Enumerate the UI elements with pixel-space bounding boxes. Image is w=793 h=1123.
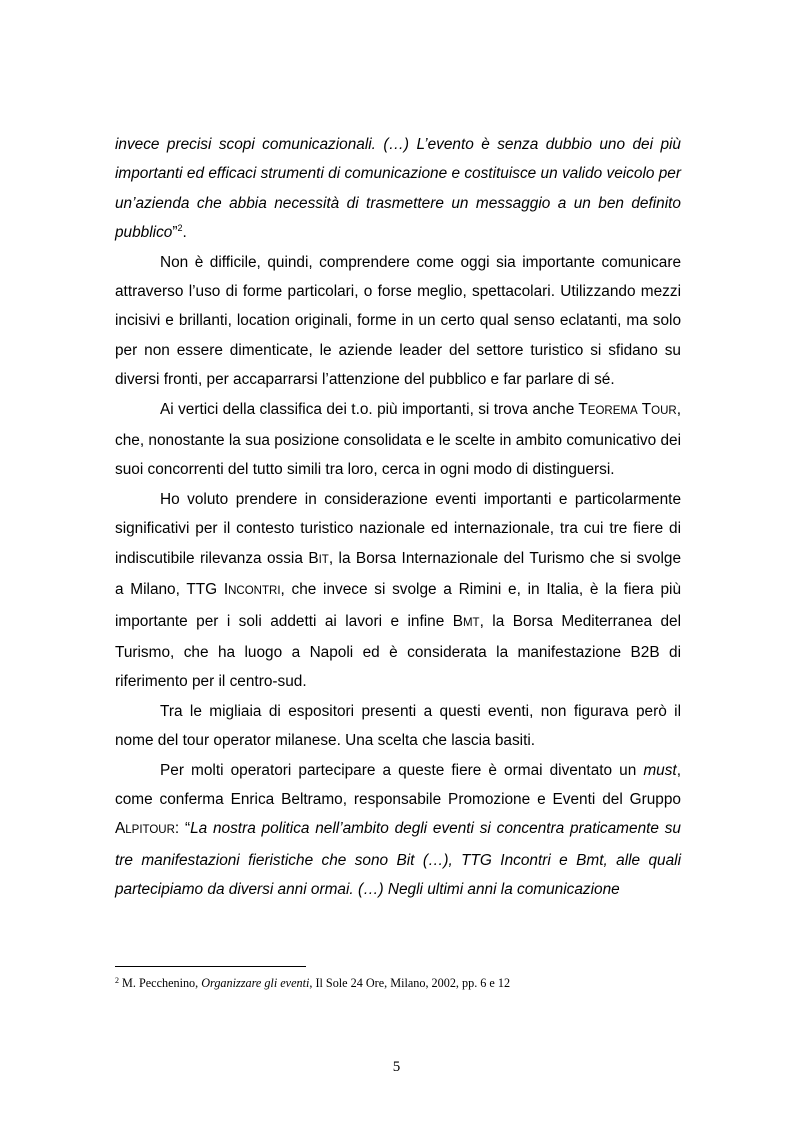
paragraph-communication: Non è difficile, quindi, comprendere come oggi sia importante comunicare attraverso l’uso di forme particolari, o forse meglio, spettacolari. Utilizzando mezzi incisivi e brillanti, location originali, forme in un certo qual senso eclatanti, ma solo per non essere dimenticate, le aziende leader del settore turistico si sfidano su diversi fronti, per accaparrarsi l’attenzione del pubblico e far parlare di sé. [115, 253, 681, 389]
page-number: 5 [392, 1059, 401, 1075]
fair-name-initial: B [308, 549, 319, 567]
footnote-publication: , Il Sole 24 Ore, Milano, 2002, pp. 6 e 12 [309, 976, 511, 990]
footnote-reference[interactable]: 2 [177, 223, 183, 234]
sentence-end: . [182, 224, 187, 242]
quote-open: : “ [174, 820, 191, 838]
fair-name-initial: B [452, 612, 463, 630]
company-name-initial: T [641, 400, 652, 418]
paragraph-alpitour-quote [115, 756, 681, 905]
company-name-smallcaps: EOREMA [587, 404, 638, 417]
paragraph-quote-continuation [115, 130, 681, 248]
paragraph-trade-fairs [115, 485, 681, 697]
paragraph-text: , come conferma Enrica Beltramo, responsabile Promozione e Eventi del Gruppo [115, 761, 681, 808]
emphasis-must: must [643, 761, 677, 779]
fair-name-initial: I [223, 581, 229, 599]
paragraph-exhibitors: Tra le migliaia di espositori presenti a questi eventi, non figurava però il nome del tour operator milanese. Una scelta che lascia basiti. [115, 702, 681, 750]
paragraph-text: , che invece si svolge a Rimini e, in Italia, è la fiera più importante per i soli addetti ai lavori e infine [115, 581, 682, 630]
company-name-smallcaps: OUR [651, 404, 677, 417]
fair-name-smallcaps: MT [462, 616, 480, 629]
company-name-initial: T [578, 400, 588, 418]
footnote-number: 2 [115, 976, 119, 985]
paragraph-text: , la Borsa Internazionale del Turismo che si svolge a Milano, TTG [115, 549, 681, 599]
body-text [115, 130, 681, 905]
paragraph-teorema-tour [115, 395, 681, 485]
footnote-separator [115, 966, 306, 967]
paragraph-text: Ho voluto prendere in considerazione eventi importanti e particolarmente significativi per il contesto turistico nazionale ed internazionale, tra cui tre fiere di indiscutibile rilevanza ossia [115, 490, 681, 567]
paragraph-text: Ai vertici della classifica dei t.o. più importanti, si trova anche [160, 400, 579, 418]
paragraph-text: Per molti operatori partecipare a queste fiere è ormai diventato un [160, 761, 644, 779]
quote-text: La nostra politica nell’ambito degli eventi si concentra praticamente su tre manifestazioni fieristiche che sono Bit (…), TTG Incontri e Bmt, alle quali partecipiamo da diversi anni ormai. (…) Negli ultimi anni la comunicazione [115, 820, 681, 899]
paragraph-text: , che, nonostante la sua posizione consolidata e le scelte in ambito comunicativo dei suoi concorrenti del tutto simili tra loro, cerca in ogni modo di distinguersi. [115, 400, 681, 479]
footnote-author: M. Pecchenino, [119, 976, 202, 990]
footnote [115, 975, 681, 991]
fair-name-smallcaps: NCONTRI [228, 585, 281, 598]
fair-name-smallcaps: IT [318, 553, 329, 566]
company-name-initial: A [115, 820, 126, 838]
footnote-book-title: Organizzare gli eventi [201, 976, 310, 990]
closing-quote: ” [172, 224, 178, 242]
paragraph-text: , la Borsa Mediterranea del Turismo, che ha luogo a Napoli ed è considerata la manifestazione B2B di riferimento per il centro-sud. [115, 612, 681, 691]
company-name-smallcaps: LPITOUR [125, 824, 175, 837]
quote-text: invece precisi scopi comunicazionali. (…) L’evento è senza dubbio uno dei più importanti ed efficaci strumenti di comunicazione e costituisce un valido veicolo per un’azienda che abbia necessità di trasmettere un messaggio a un ben definito pubblico [115, 136, 681, 242]
